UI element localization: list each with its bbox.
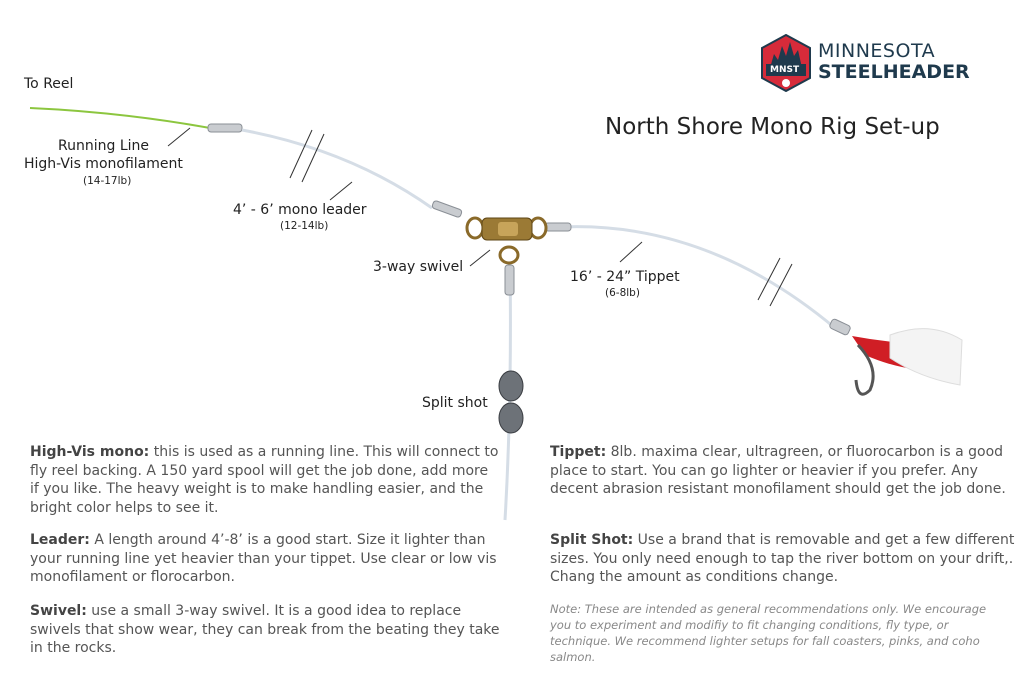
logo-line1: MINNESOTA: [818, 40, 936, 62]
heading-leader: Leader:: [30, 532, 90, 548]
split-shot-2: [499, 403, 523, 433]
note: Note: These are intended as general recommendations only. We encourage you to experiment and modifiy to fit changing conditions, fly type, or technique. We recommend lighter setups for fall coasters, pinks, and coho salmon.: [550, 602, 987, 664]
label-running-line-type: High-Vis monofilament: [24, 156, 183, 172]
label-running-line-weight: (14-17lb): [83, 175, 132, 187]
pointer-swivel: [470, 250, 490, 266]
heading-high-vis: High-Vis mono:: [30, 444, 150, 460]
logo-badge-icon: [760, 34, 812, 92]
knot-4: [505, 265, 514, 295]
label-to-reel: To Reel: [24, 76, 74, 92]
label-leader: 4’ - 6’ mono leader: [233, 202, 367, 218]
knot-1: [208, 124, 242, 132]
logo-badge-text: MNST: [770, 65, 800, 75]
paragraph-leader: [30, 531, 500, 587]
knot-3: [545, 223, 571, 231]
page-title: North Shore Mono Rig Set-up: [605, 114, 940, 140]
logo-line2: STEELHEADER: [818, 61, 970, 83]
label-running-line: Running Line: [58, 138, 149, 154]
split-shot-1: [499, 371, 523, 401]
tippet-break-mark: [758, 258, 792, 306]
text-tippet: 8lb. maxima clear, ultragreen, or fluorocarbon is a good place to start. You can go lighter or heavier if you prefer. Any decent abrasion resistant monofilament should get the job done.: [550, 444, 1006, 497]
text-swivel: use a small 3-way swivel. It is a good idea to replace swivels that show wear, they can break from the beating they take in the rocks.: [30, 603, 500, 656]
paragraph-swivel: [30, 602, 500, 658]
knot-2: [432, 200, 463, 218]
heading-swivel: Swivel:: [30, 603, 87, 619]
pointer-running-line: [168, 128, 190, 146]
heading-split-shot: Split Shot:: [550, 532, 634, 548]
logo: [760, 34, 970, 96]
paragraph-split-shot: [550, 531, 1020, 587]
fly-hook: [829, 318, 962, 394]
three-way-swivel: [467, 218, 546, 263]
leader-break-mark: [290, 130, 324, 182]
text-leader: A length around 4’-8’ is a good start. Size it lighter than your running line yet heavier than your tippet. Use clear or low vis monofilament or florocarbon.: [30, 532, 497, 585]
leader-line: [242, 130, 432, 208]
heading-tippet: Tippet:: [550, 444, 607, 460]
paragraph-tippet: [550, 443, 1020, 499]
running-line: [30, 108, 210, 128]
text-split-shot: Use a brand that is removable and get a few different sizes. You only need enough to tap the river bottom on your drift,. Chang the amount as conditions change.: [550, 532, 1015, 585]
label-leader-weight: (12-14lb): [280, 220, 329, 232]
label-tippet: 16’ - 24” Tippet: [570, 269, 680, 285]
label-split-shot: Split shot: [422, 395, 488, 411]
label-swivel: 3-way swivel: [373, 259, 464, 275]
text-high-vis: this is used as a running line. This will connect to fly reel backing. A 150 yard spool will get the job done, add more if you like. The heavy weight is to make handling easier, and the bright color helps to see it.: [30, 444, 499, 516]
pointer-leader: [330, 182, 352, 200]
label-tippet-weight: (6-8lb): [605, 287, 640, 299]
paragraph-high-vis: [30, 443, 500, 517]
pointer-tippet: [620, 242, 642, 262]
